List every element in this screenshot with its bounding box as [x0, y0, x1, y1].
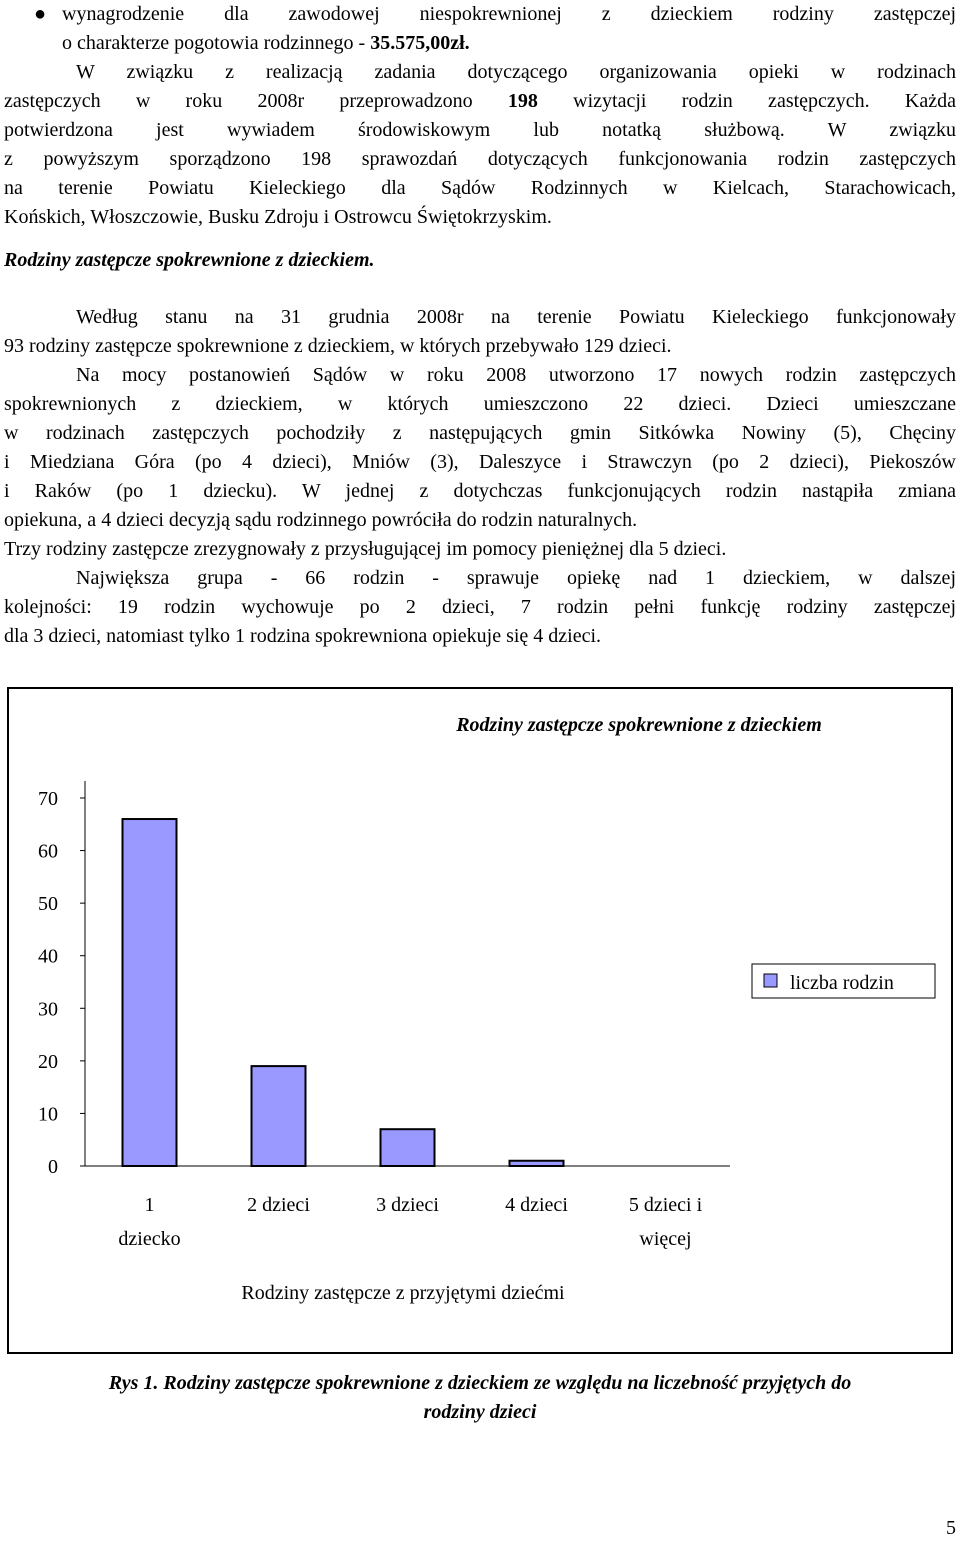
groups-line-2: kolejności: 19 rodzin wychowuje po 2 dzieci, 7 rodzin pełni funkcję rodziny zastępczej [4, 596, 956, 618]
visits-line-5: na terenie Powiatu Kieleckiego dla Sądów Rodzinnych w Kielcach, Starachowicach, [4, 177, 956, 199]
state-line-2: 93 rodziny zastępcze spokrewnione z dzieckiem, w których przebywało 129 dzieci. [4, 335, 672, 357]
x-tick-label: 2 dzieci [247, 1194, 310, 1216]
chart-title: Rodziny zastępcze spokrewnione z dzieckiem [456, 714, 822, 736]
paragraph-visits [4, 58, 956, 232]
courts-line-3: w rodzinach zastępczych pochodziły z następujących gmin Sitkówka Nowiny (5), Chęciny [4, 422, 956, 444]
bar-chart [0, 680, 960, 1360]
paragraph-state [4, 303, 956, 361]
bullet-line-2: o charakterze pogotowia rodzinnego - [62, 32, 371, 54]
figure-caption [0, 1369, 960, 1427]
caption-line-1: Rys 1. Rodziny zastępcze spokrewnione z dzieckiem ze względu na liczebność przyjętych do [108, 1372, 852, 1394]
caption-line-2: rodziny dzieci [423, 1401, 537, 1423]
state-line-1: Według stanu na 31 grudnia 2008r na terenie Powiatu Kieleckiego funkcjonowały [76, 306, 956, 328]
groups-line-1: Największa grupa - 66 rodzin - sprawuje opiekę nad 1 dzieckiem, w dalszej [76, 567, 956, 589]
bullet-text-2 [62, 29, 956, 58]
visits-line-2 [4, 87, 956, 116]
paragraph-groups [4, 564, 956, 651]
bullet-text [62, 0, 956, 29]
bullet-icon: ● [34, 3, 47, 25]
courts-line-1: Na mocy postanowień Sądów w roku 2008 utworzono 17 nowych rodzin zastępczych [76, 364, 956, 386]
visits-line-2a: zastępczych w roku 2008r przeprowadzono [4, 90, 508, 112]
bar [123, 819, 177, 1166]
y-tick-label: 50 [38, 893, 58, 916]
visits-line-6: Końskich, Włoszczowie, Busku Zdroju i Ostrowcu Świętokrzyskim. [4, 206, 552, 228]
visits-line-3: potwierdzona jest wywiadem środowiskowym lub notatką służbową. W związku [4, 119, 956, 141]
visits-line-2b: wizytacji rodzin zastępczych. Każda [537, 90, 956, 112]
courts-line-6: opiekuna, a 4 dzieci decyzją sądu rodzinnego powróciła do rodzin naturalnych. [4, 509, 638, 531]
x-tick-label: dziecko [118, 1228, 181, 1250]
bar [510, 1161, 564, 1166]
x-axis-title: Rodziny zastępcze z przyjętymi dziećmi [241, 1282, 565, 1304]
legend [752, 964, 935, 998]
visits-line-1: W związku z realizacją zadania dotyczącego organizowania opieki w rodzinach [76, 61, 956, 83]
x-tick-label: 1 [144, 1194, 155, 1216]
page-number: 5 [946, 1517, 956, 1539]
y-tick-label: 30 [38, 998, 58, 1021]
x-tick-label: 4 dzieci [505, 1194, 568, 1216]
section-heading: Rodziny zastępcze spokrewnione z dzieckiem. [4, 249, 375, 271]
courts-line-5: i Raków (po 1 dziecku). W jednej z dotychczas funkcjonujących rodzin nastąpiła zmiana [4, 480, 956, 502]
courts-line-2: spokrewnionych z dzieckiem, w których umieszczono 22 dzieci. Dzieci umieszczane [4, 393, 956, 415]
courts-line-4: i Miedziana Góra (po 4 dzieci), Mniów (3), Daleszyce i Strawczyn (po 2 dzieci), Piekoszów [4, 451, 956, 473]
y-tick-label: 60 [38, 840, 58, 863]
bullet-amount: 35.575,00zł. [370, 32, 470, 54]
y-tick-label: 0 [48, 1156, 58, 1178]
bar [252, 1066, 306, 1166]
groups-line-3: dla 3 dzieci, natomiast tylko 1 rodzina spokrewniona opiekuje się 4 dzieci. [4, 625, 602, 647]
y-tick-label: 20 [38, 1050, 58, 1073]
y-tick-label: 40 [38, 945, 58, 968]
x-tick-label: 5 dzieci i [628, 1194, 703, 1216]
y-tick-label: 70 [38, 788, 58, 810]
bar [381, 1129, 435, 1166]
bullet-list-item [4, 0, 956, 58]
bullet-line-1: wynagrodzenie dla zawodowej niespokrewnionej z dzieckiem rodziny zastępczej [62, 3, 956, 25]
x-tick-label: 3 dzieci [376, 1194, 439, 1216]
x-tick-label: więcej [639, 1228, 692, 1250]
paragraph-resign: Trzy rodziny zastępcze zrezygnowały z przysługującej im pomocy pieniężnej dla 5 dzieci. [4, 538, 727, 560]
visits-line-4: z powyższym sporządzono 198 sprawozdań dotyczących funkcjonowania rodzin zastępczych [4, 148, 956, 170]
legend-label: liczba rodzin [790, 972, 894, 994]
visits-count: 198 [507, 90, 538, 112]
paragraph-courts [4, 361, 956, 535]
legend-swatch [764, 974, 777, 987]
y-tick-label: 10 [38, 1103, 58, 1126]
